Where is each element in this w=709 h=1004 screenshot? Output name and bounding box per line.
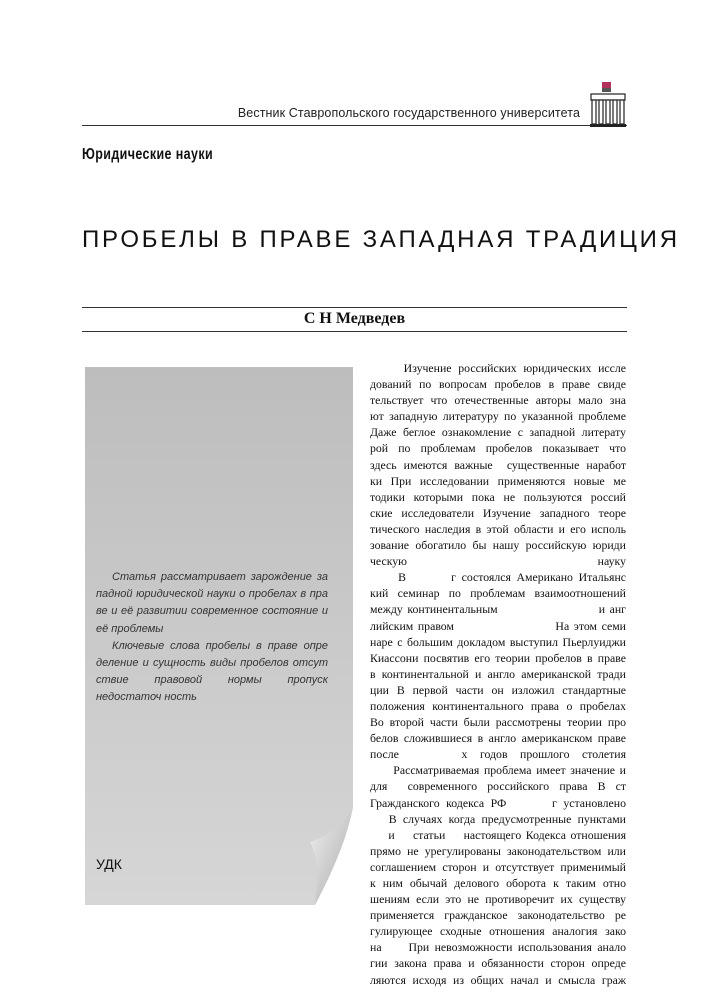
abstract-summary: Статья рассматривает зарождение за падной юридической науки о пробелах в пра ве и её развитии современное состояние и её проблемы [96, 571, 328, 635]
body-line: шениям если это не противоречит их существу [370, 892, 626, 907]
university-building-icon [588, 80, 628, 128]
body-line: Изучение российских юридических иссле [370, 361, 626, 375]
body-line: здесь имеются важные существенные наработ [370, 457, 626, 472]
body-line: кий семинар по проблемам взаимоотношений [370, 586, 626, 601]
body-line: ческую науку [370, 554, 626, 569]
body-line: В случаях когда предусмотренные пунктами [370, 811, 626, 826]
body-line: ют западную литературу по указанной проблеме [370, 409, 626, 424]
body-line: прямо не урегулированы законодательством или [370, 843, 626, 858]
body-line: тического наследия в этой области и его исполь [370, 521, 626, 536]
body-line: на При невозможности использования анало [370, 940, 626, 955]
body-line: ляются исходя из общих начал и смысла граж [370, 972, 626, 987]
body-line: Гражданского кодекса РФ г установлено [370, 795, 626, 810]
udk-label: УДК [96, 856, 122, 872]
body-line: Рассматриваемая проблема имеет значение и [370, 763, 626, 778]
body-line: белов сложившиеся в англо американском праве [370, 731, 626, 746]
body-line: ки При исследовании применяются новые ме [370, 473, 626, 488]
body-line: после х годов прошлого столетия [370, 747, 626, 762]
body-line: к ним обычай делового оборота к таким отно [370, 876, 626, 890]
body-line: гулирующее сходные отношения аналогия зако [370, 924, 626, 939]
author-rule-top [82, 307, 627, 308]
body-line: дований по вопросам пробелов в праве свиде [370, 377, 626, 392]
body-line: Киассони посвятив его теории пробелов в праве [370, 650, 626, 665]
article-author: С Н Медведев [303, 310, 406, 327]
body-line: ские исследователи Изучение западного теоре [370, 505, 626, 520]
body-line: В г состоялся Американо Итальянс [370, 570, 626, 585]
body-line: в континентальной и англо американской тради [370, 666, 626, 681]
journal-header: Вестник Ставропольского государственного университета [237, 106, 580, 120]
body-line: рой по проблемам пробелов показывает что [370, 441, 626, 456]
body-line: ции В первой части он изложил стандартные [370, 682, 626, 697]
body-line: положения континентального права о пробелах [370, 698, 626, 713]
author-rule-bottom [82, 331, 627, 332]
body-line: между континентальным и анг [370, 602, 626, 617]
article-body [370, 360, 626, 988]
body-line: и статьи настоящего Кодекса отношения [370, 827, 626, 842]
body-line: Во второй части были рассмотрены теории про [370, 715, 626, 730]
body-line: применяется гражданское законодательство ре [370, 908, 626, 923]
article-title: ПРОБЕЛЫ В ПРАВЕ ЗАПАДНАЯ ТРАДИЦИЯ [82, 226, 680, 253]
body-line: гии закона права и обязанности сторон опреде [370, 956, 626, 971]
body-line: лийским правом На этом семи [370, 618, 626, 633]
abstract-keywords: Ключевые слова пробелы в праве опре деление и сущность виды пробелов отсут ствие правовой нормы пропуск недостаточ ность [96, 639, 328, 704]
body-line: зование обогатило бы нашу российскую юриди [370, 538, 626, 553]
section-label: Юридические науки [82, 146, 214, 163]
body-line: для современного российского права В ст [370, 779, 626, 794]
body-line: соглашением сторон и отсутствует применимый [370, 859, 626, 874]
body-line: Даже беглое ознакомление с западной литерату [370, 425, 626, 440]
body-line: наре с большим докладом выступил Пьерлуиджи [370, 634, 626, 649]
body-line: тельствует что отечественные авторы мало зна [370, 393, 626, 408]
header-rule [82, 125, 627, 126]
abstract [96, 569, 328, 707]
body-line: тодики которыми пока не пользуются россий [370, 489, 626, 504]
